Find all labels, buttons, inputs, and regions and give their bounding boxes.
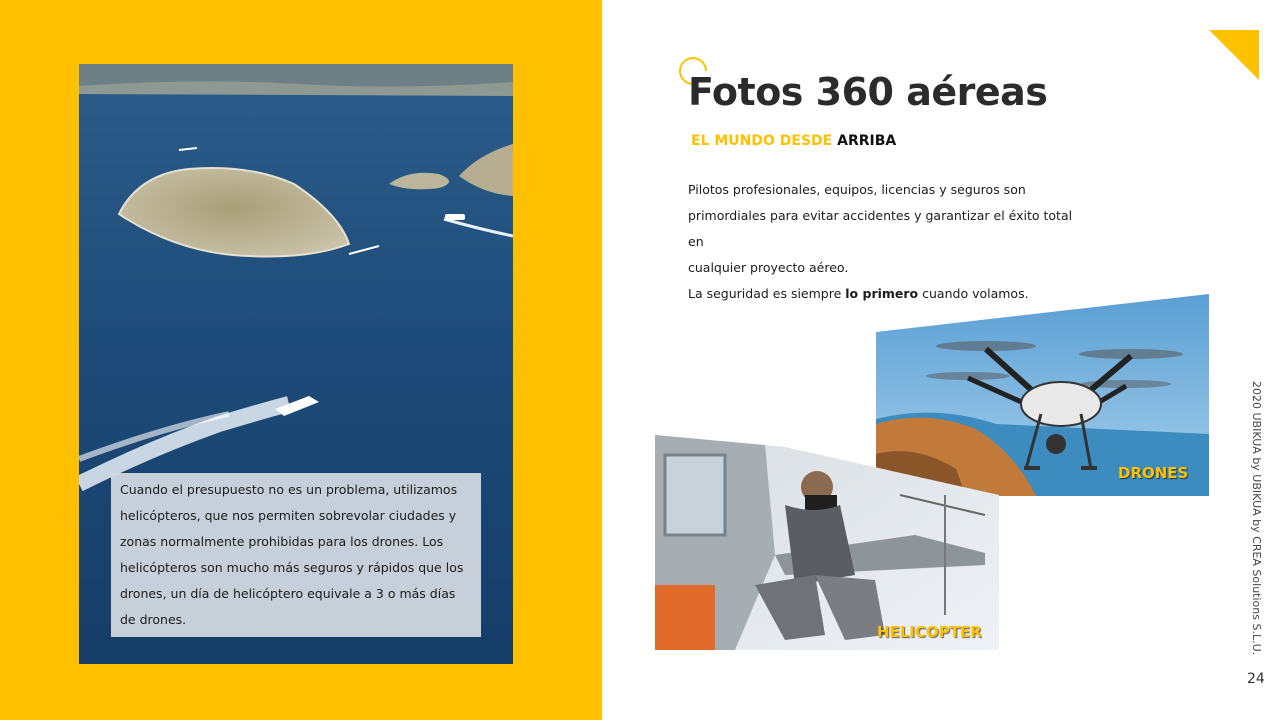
drones-label: DRONES: [1118, 464, 1189, 482]
helicopter-photo: [655, 435, 999, 650]
safety-text-bold: lo primero: [845, 286, 919, 301]
safety-text-end: cuando volamos.: [918, 286, 1029, 301]
body-line: Pilotos profesionales, equipos, licencias y seguros son: [688, 182, 1026, 197]
slide-title: Fotos 360 aéreas: [688, 70, 1048, 114]
subtitle-rest: ARRIBA: [837, 133, 897, 149]
page-number: 24: [1247, 671, 1265, 687]
copyright-credit: 2020 UBIKUA by UBIKUA by CREA Solutions S.L.U.: [1250, 381, 1263, 656]
safety-text-start: La seguridad es siempre: [688, 286, 846, 301]
helicopter-caption: Cuando el presupuesto no es un problema, utilizamos helicópteros, que nos permiten sobrevolar ciudades y zonas normalmente prohibidas para los drones. Los helicópteros son mucho más seguros y rápidos que los drones, un día de helicóptero equivale a 3 o más días de drones.: [111, 473, 481, 637]
body-line: primordiales para evitar accidentes y garantizar el éxito total en: [688, 208, 1073, 249]
helicopter-label: HELICOPTER: [877, 623, 982, 641]
body-text: [688, 177, 1088, 307]
slide-subtitle: [691, 133, 896, 149]
subtitle-highlight: EL MUNDO DESDE: [691, 133, 833, 149]
body-line: cualquier proyecto aéreo.: [688, 260, 849, 275]
corner-triangle: [1209, 30, 1259, 80]
